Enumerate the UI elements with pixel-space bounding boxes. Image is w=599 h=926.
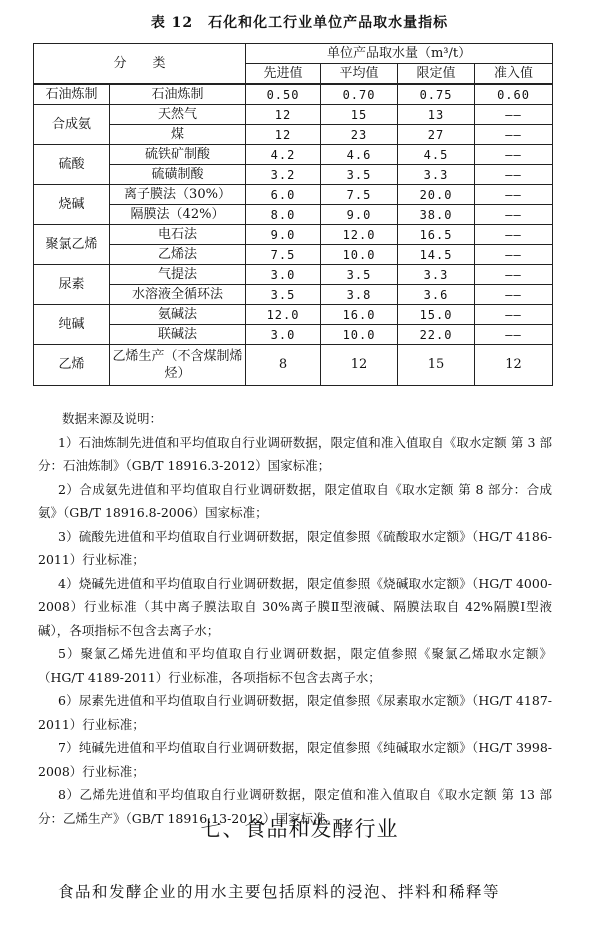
row-advanced: 9.0 [246,225,321,245]
table-row [34,305,553,325]
table-row [34,84,553,105]
note-item: 3）硫酸先进值和平均值取自行业调研数据，限定值参照《硫酸取水定额》（HG/T 4186-2011）行业标准； [38,528,552,567]
row-sub: 氨碱法 [110,305,246,325]
row-advanced: 4.2 [246,145,321,165]
water-intake-table [33,43,553,386]
notes-lead: 数据来源及说明： [62,411,163,426]
row-entry: —— [475,285,553,305]
row-sub: 硫铁矿制酸 [110,145,246,165]
row-average: 23 [321,125,398,145]
row-limit: 20.0 [398,185,475,205]
row-average: 9.0 [321,205,398,225]
row-limit: 38.0 [398,205,475,225]
row-advanced: 12.0 [246,305,321,325]
row-advanced: 12 [246,125,321,145]
row-average: 10.0 [321,325,398,345]
row-limit: 27 [398,125,475,145]
row-advanced: 6.0 [246,185,321,205]
row-sub: 石油炼制 [110,84,246,105]
table-row [34,225,553,245]
table-row [34,265,553,285]
row-group: 硫酸 [34,145,110,185]
header-limit: 限定值 [398,64,475,85]
row-sub: 联碱法 [110,325,246,345]
table-row [34,285,553,305]
row-average: 12 [321,345,398,386]
header-average: 平均值 [321,64,398,85]
row-advanced: 12 [246,105,321,125]
row-sub: 乙烯法 [110,245,246,265]
row-sub: 气提法 [110,265,246,285]
header-group: 单位产品取水量（m³/t） [246,44,553,64]
row-group: 烧碱 [34,185,110,225]
row-entry: —— [475,325,553,345]
row-entry: —— [475,305,553,325]
note-item: 4）烧碱先进值和平均值取自行业调研数据，限定值参照《烧碱取水定额》（HG/T 4000-2008）行业标准（其中离子膜法取自 30%离子膜Ⅱ型液碱、隔膜法取自 42%隔膜Ⅰ型液碱），各项指标不包含去离子水； [38,575,552,638]
row-limit: 15 [398,345,475,386]
row-sub: 隔膜法（42%） [110,205,246,225]
table-row [34,165,553,185]
row-entry: —— [475,125,553,145]
row-average: 16.0 [321,305,398,325]
table-title: 表 12 石化和化工行业单位产品取水量指标 [150,15,449,31]
row-average: 12.0 [321,225,398,245]
row-advanced: 8 [246,345,321,386]
row-advanced: 3.5 [246,285,321,305]
row-entry: —— [475,145,553,165]
row-limit: 22.0 [398,325,475,345]
table-row [34,345,553,386]
row-entry: —— [475,225,553,245]
row-limit: 13 [398,105,475,125]
section-body-text: 食品和发酵企业的用水主要包括原料的浸泡、拌料和稀释等 [58,883,501,901]
row-advanced: 3.0 [246,265,321,285]
note-item: 6）尿素先进值和平均值取自行业调研数据，限定值参照《尿素取水定额》（HG/T 4187-2011）行业标准； [38,693,552,732]
row-group: 乙烯 [34,345,110,386]
row-entry: —— [475,205,553,225]
row-advanced: 3.2 [246,165,321,185]
row-average: 3.5 [321,265,398,285]
note-item: 2）合成氨先进值和平均值取自行业调研数据，限定值取自《取水定额 第 8 部分：合成氨》（GB/T 18916.8-2006）国家标准； [38,481,552,520]
row-entry: —— [475,105,553,125]
note-item: 5）聚氯乙烯先进值和平均值取自行业调研数据，限定值参照《聚氯乙烯取水定额》（HG/T 4189-2011）行业标准，各项指标不包含去离子水； [38,646,552,685]
row-average: 3.5 [321,165,398,185]
row-advanced: 3.0 [246,325,321,345]
row-entry: —— [475,245,553,265]
row-advanced: 8.0 [246,205,321,225]
row-advanced: 0.50 [246,84,321,105]
row-average: 15 [321,105,398,125]
row-limit: 3.3 [398,265,475,285]
row-limit: 16.5 [398,225,475,245]
row-average: 0.70 [321,84,398,105]
row-sub: 乙烯生产（不含煤制烯烃） [110,345,246,386]
table-header-row [34,44,553,64]
section-heading: 七、食品和发酵行业 [200,817,399,841]
row-average: 10.0 [321,245,398,265]
row-sub: 离子膜法（30%） [110,185,246,205]
header-advanced: 先进值 [246,64,321,85]
row-average: 3.8 [321,285,398,305]
row-limit: 4.5 [398,145,475,165]
note-item: 7）纯碱先进值和平均值取自行业调研数据，限定值参照《纯碱取水定额》（HG/T 3998-2008）行业标准； [38,740,552,779]
header-entry: 准入值 [475,64,553,85]
row-limit: 3.6 [398,285,475,305]
row-advanced: 7.5 [246,245,321,265]
row-sub: 硫磺制酸 [110,165,246,185]
row-sub: 电石法 [110,225,246,245]
row-sub: 天然气 [110,105,246,125]
table-row [34,325,553,345]
row-group: 合成氨 [34,105,110,145]
table-row [34,145,553,165]
row-sub: 煤 [110,125,246,145]
row-average: 7.5 [321,185,398,205]
row-entry: 12 [475,345,553,386]
note-item: 8）乙烯先进值和平均值取自行业调研数据，限定值和准入值取自《取水定额 第 13 部分：乙烯生产》（GB/T 18916.13-2012）国家标准。 [38,787,552,826]
header-category: 分 类 [34,44,246,85]
row-entry: —— [475,185,553,205]
row-group: 石油炼制 [34,84,110,105]
row-limit: 3.3 [398,165,475,185]
row-entry: —— [475,165,553,185]
table-row [34,105,553,125]
note-item: 1）石油炼制先进值和平均值取自行业调研数据，限定值和准入值取自《取水定额 第 3 部分：石油炼制》（GB/T 18916.3-2012）国家标准； [38,434,552,473]
row-group: 尿素 [34,265,110,305]
row-limit: 0.75 [398,84,475,105]
table-row [34,205,553,225]
row-entry: —— [475,265,553,285]
table-notes [38,407,552,830]
table-row [34,245,553,265]
row-limit: 14.5 [398,245,475,265]
row-entry: 0.60 [475,84,553,105]
row-average: 4.6 [321,145,398,165]
row-group: 纯碱 [34,305,110,345]
table-row [34,185,553,205]
row-sub: 水溶液全循环法 [110,285,246,305]
table-row [34,125,553,145]
row-limit: 15.0 [398,305,475,325]
row-group: 聚氯乙烯 [34,225,110,265]
